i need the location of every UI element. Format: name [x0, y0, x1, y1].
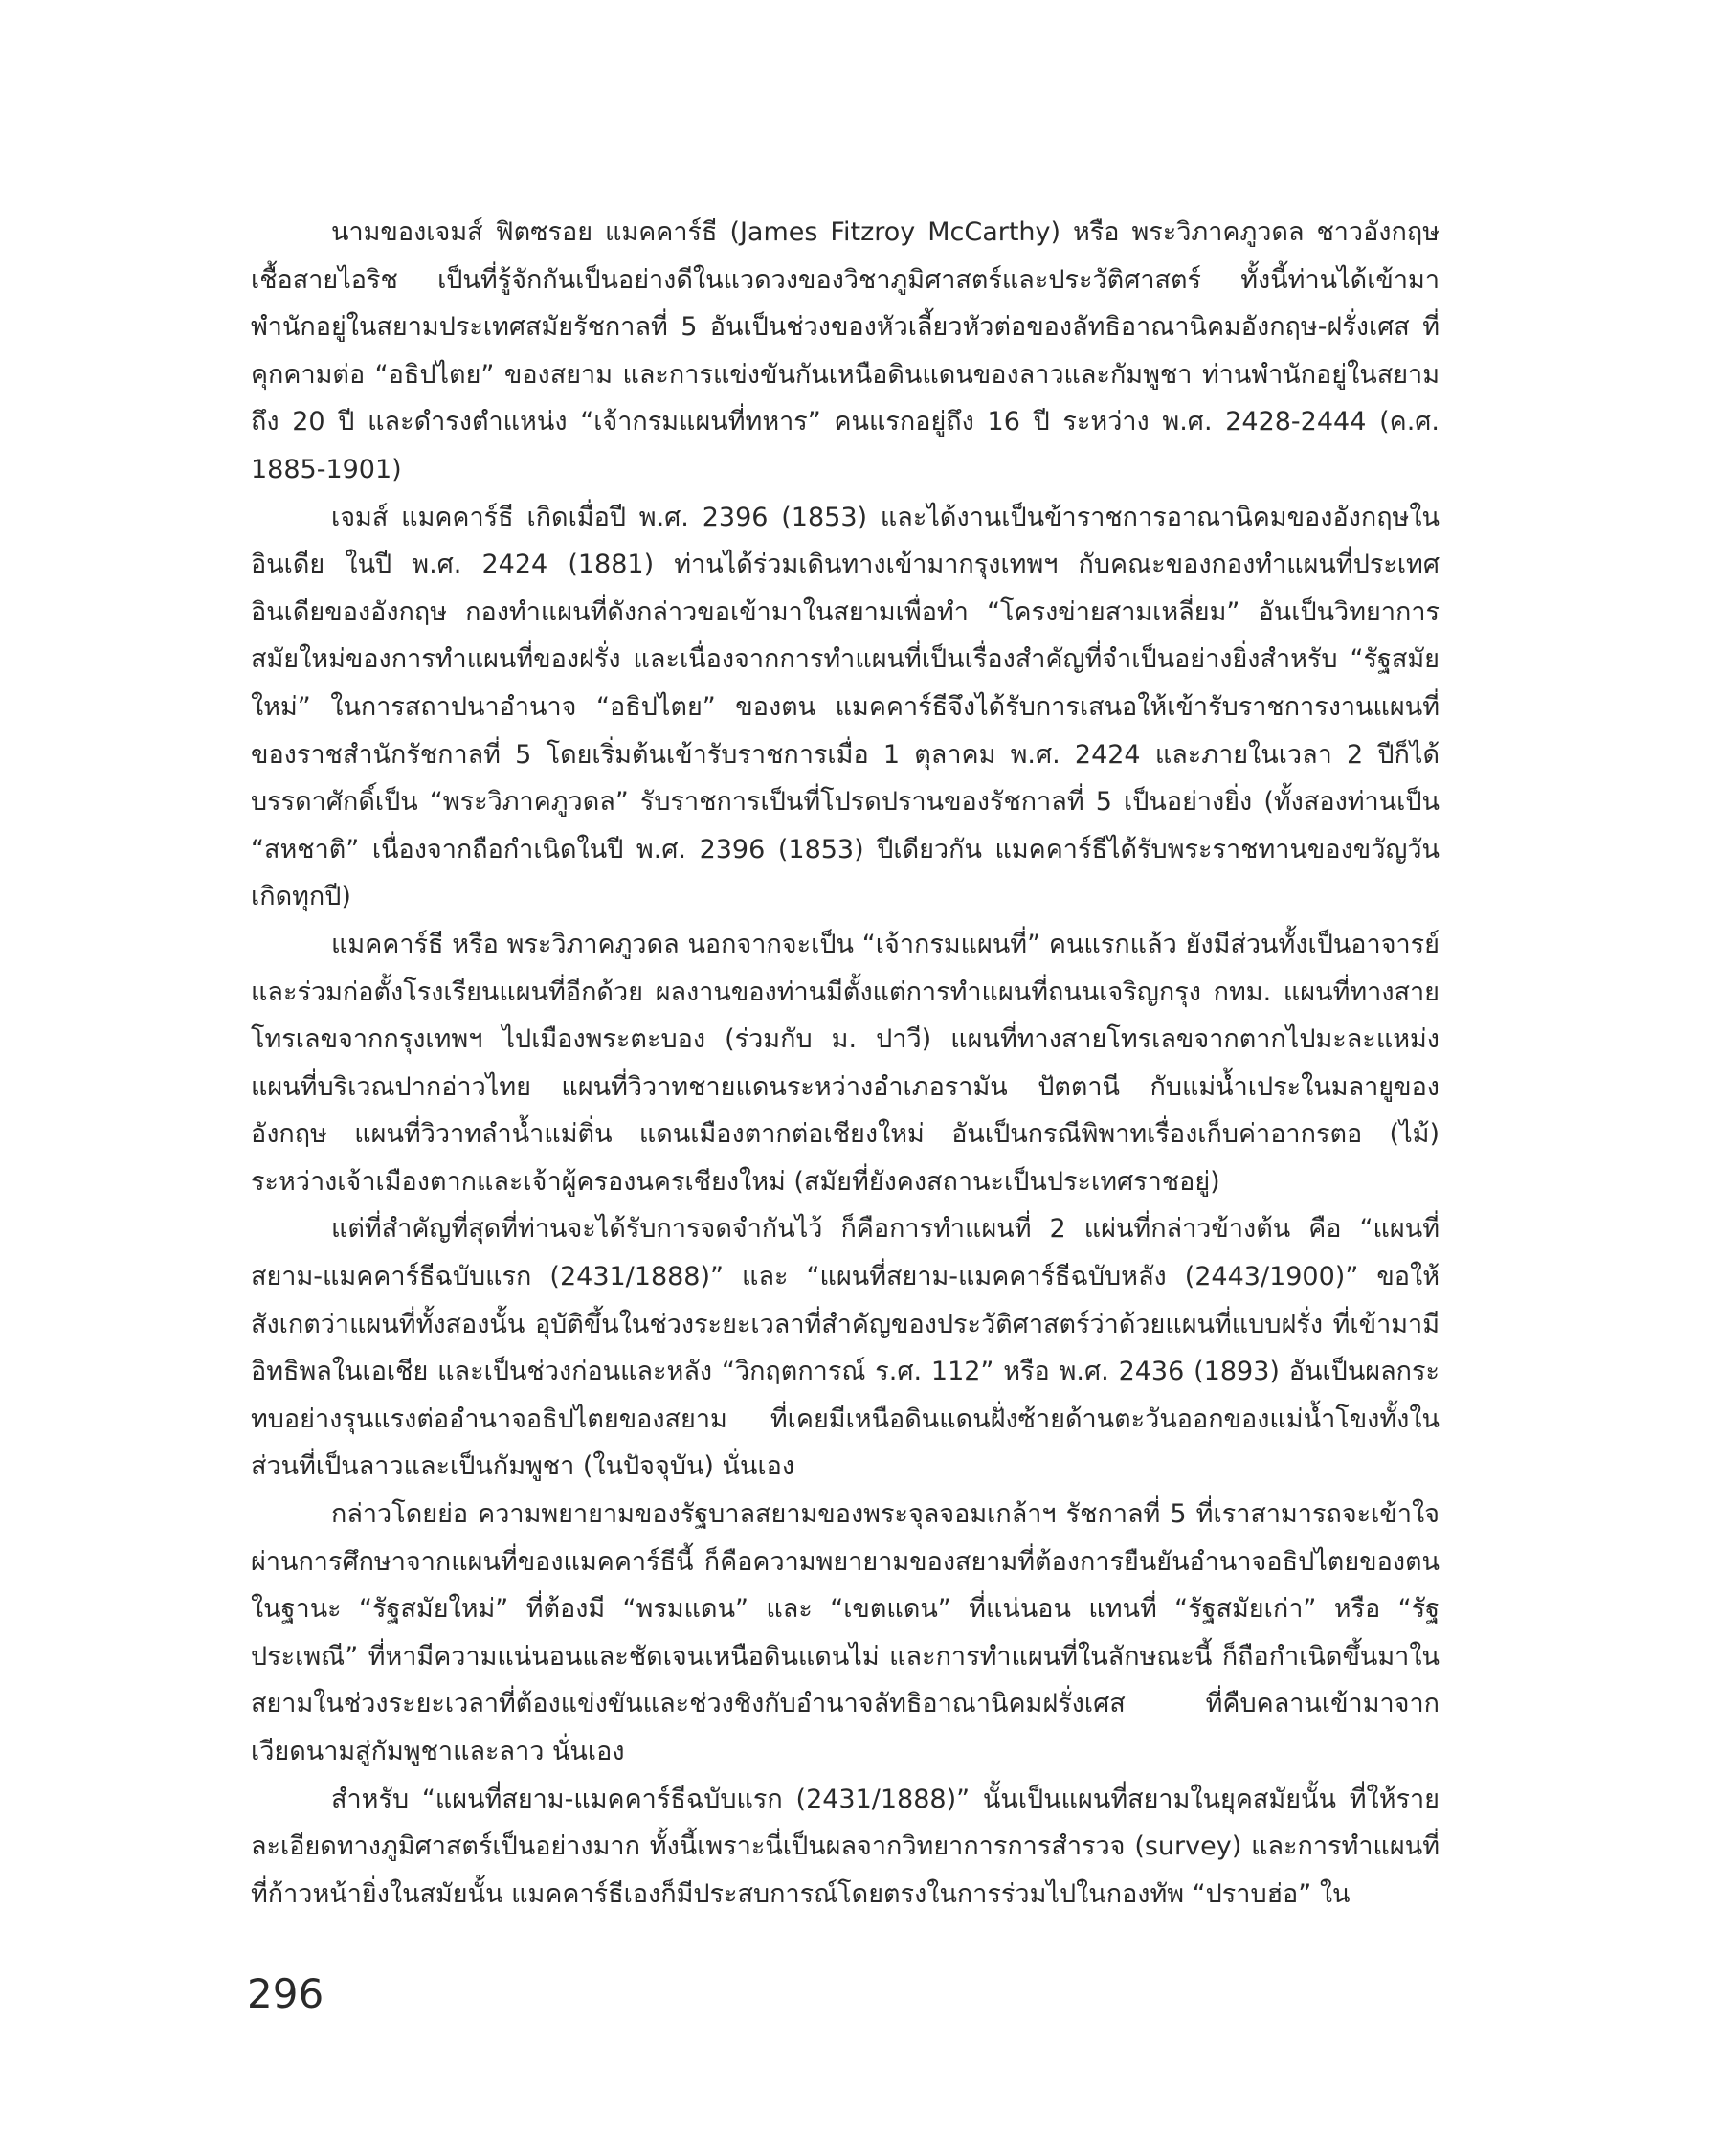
- paragraph: กล่าวโดยย่อ ความพยายามของรัฐบาลสยามของพระจุลจอมเกล้าฯ รัชกาลที่ 5 ที่เราสามารถจะเข้าใจผ่านการศึกษาจากแผนที่ของแมคคาร์ธีนี้ ก็คือความพยายามของสยามที่ต้องการยืนยันอำนาจอธิปไตยของตนในฐานะ “รัฐสมัยใหม่” ที่ต้องมี “พรมแดน” และ “เขตแดน” ที่แน่นอน แทนที่ “รัฐสมัยเก่า” หรือ “รัฐประเพณี” ที่หามีความแน่นอนและชัดเจนเหนือดินแดนไม่ และการทำแผนที่ในลักษณะนี้ ก็ถือกำเนิดขึ้นมาในสยามในช่วงระยะเวลาที่ต้องแข่งขันและช่วงชิงกับอำนาจลัทธิอาณานิคมฝรั่งเศส ที่คืบคลานเข้ามาจากเวียดนามสู่กัมพูชาและลาว นั่นเอง: [251, 1499, 1440, 1766]
- paragraph: แมคคาร์ธี หรือ พระวิภาคภูวดล นอกจากจะเป็น “เจ้ากรมแผนที่” คนแรกแล้ว ยังมีส่วนทั้งเป็นอาจารย์และร่วมก่อตั้งโรงเรียนแผนที่อีกด้วย ผลงานของท่านมีตั้งแต่การทำแผนที่ถนนเจริญกรุง กทม. แผนที่ทางสายโทรเลขจากกรุงเทพฯ ไปเมืองพระตะบอง (ร่วมกับ ม. ปาวี) แผนที่ทางสายโทรเลขจากตากไปมะละแหม่ง แผนที่บริเวณปากอ่าวไทย แผนที่วิวาทชายแดนระหว่างอำเภอรามัน ปัตตานี กับแม่น้ำเประในมลายูของอังกฤษ แผนที่วิวาทลำน้ำแม่ติ่น แดนเมืองตากต่อเชียงใหม่ อันเป็นกรณีพิพาทเรื่องเก็บค่าอากรตอ (ไม้) ระหว่างเจ้าเมืองตากและเจ้าผู้ครองนครเชียงใหม่ (สมัยที่ยังคงสถานะเป็นประเทศราชอยู่): [251, 929, 1440, 1197]
- page-number: 296: [247, 1970, 324, 2017]
- body-text: [251, 209, 1440, 1918]
- paragraph: นามของเจมส์ ฟิตซรอย แมคคาร์ธี (James Fitzroy McCarthy) หรือ พระวิภาคภูวดล ชาวอังกฤษเชื้อสายไอริช เป็นที่รู้จักกันเป็นอย่างดีในแวดวงของวิชาภูมิศาสตร์และประวัติศาสตร์ ทั้งนี้ท่านได้เข้ามาพำนักอยู่ในสยามประเทศสมัยรัชกาลที่ 5 อันเป็นช่วงของหัวเลี้ยวหัวต่อของลัทธิอาณานิคมอังกฤษ-ฝรั่งเศส ที่คุกคามต่อ “อธิปไตย” ของสยาม และการแข่งขันกันเหนือดินแดนของลาวและกัมพูชา ท่านพำนักอยู่ในสยามถึง 20 ปี และดำรงตำแหน่ง “เจ้ากรมแผนที่ทหาร” คนแรกอยู่ถึง 16 ปี ระหว่าง พ.ศ. 2428-2444 (ค.ศ. 1885-1901): [251, 217, 1440, 484]
- paragraph: เจมส์ แมคคาร์ธี เกิดเมื่อปี พ.ศ. 2396 (1853) และได้งานเป็นข้าราชการอาณานิคมของอังกฤษในอินเดีย ในปี พ.ศ. 2424 (1881) ท่านได้ร่วมเดินทางเข้ามากรุงเทพฯ กับคณะของกองทำแผนที่ประเทศอินเดียของอังกฤษ กองทำแผนที่ดังกล่าวขอเข้ามาในสยามเพื่อทำ “โครงข่ายสามเหลี่ยม” อันเป็นวิทยาการสมัยใหม่ของการทำแผนที่ของฝรั่ง และเนื่องจากการทำแผนที่เป็นเรื่องสำคัญที่จำเป็นอย่างยิ่งสำหรับ “รัฐสมัยใหม่” ในการสถาปนาอำนาจ “อธิปไตย” ของตน แมคคาร์ธีจึงได้รับการเสนอให้เข้ารับราชการงานแผนที่ของราชสำนักรัชกาลที่ 5 โดยเริ่มต้นเข้ารับราชการเมื่อ 1 ตุลาคม พ.ศ. 2424 และภายในเวลา 2 ปีก็ได้บรรดาศักดิ์เป็น “พระวิภาคภูวดล” รับราชการเป็นที่โปรดปรานของรัชกาลที่ 5 เป็นอย่างยิ่ง (ทั้งสองท่านเป็น “สหชาติ” เนื่องจากถือกำเนิดในปี พ.ศ. 2396 (1853) ปีเดียวกัน แมคคาร์ธีได้รับพระราชทานของขวัญวันเกิดทุกปี): [251, 502, 1440, 912]
- paragraph: สำหรับ “แผนที่สยาม-แมคคาร์ธีฉบับแรก (2431/1888)” นั้นเป็นแผนที่สยามในยุคสมัยนั้น ที่ให้รายละเอียดทางภูมิศาสตร์เป็นอย่างมาก ทั้งนี้เพราะนี่เป็นผลจากวิทยาการการสำรวจ (survey) และการทำแผนที่ที่ก้าวหน้ายิ่งในสมัยนั้น แมคคาร์ธีเองก็มีประสบการณ์โดยตรงในการร่วมไปในกองทัพ “ปราบฮ่อ” ใน: [251, 1784, 1440, 1909]
- paragraph: แต่ที่สำคัญที่สุดที่ท่านจะได้รับการจดจำกันไว้ ก็คือการทำแผนที่ 2 แผ่นที่กล่าวข้างต้น คือ “แผนที่สยาม-แมคคาร์ธีฉบับแรก (2431/1888)” และ “แผนที่สยาม-แมคคาร์ธีฉบับหลัง (2443/1900)” ขอให้สังเกตว่าแผนที่ทั้งสองนั้น อุบัติขึ้นในช่วงระยะเวลาที่สำคัญของประวัติศาสตร์ว่าด้วยแผนที่แบบฝรั่ง ที่เข้ามามีอิทธิพลในเอเชีย และเป็นช่วงก่อนและหลัง “วิกฤตการณ์ ร.ศ. 112” หรือ พ.ศ. 2436 (1893) อันเป็นผลกระทบอย่างรุนแรงต่ออำนาจอธิปไตยของสยาม ที่เคยมีเหนือดินแดนฝั่งซ้ายด้านตะวันออกของแม่น้ำโขงทั้งในส่วนที่เป็นลาวและเป็นกัมพูชา (ในปัจจุบัน) นั่นเอง: [251, 1214, 1440, 1482]
